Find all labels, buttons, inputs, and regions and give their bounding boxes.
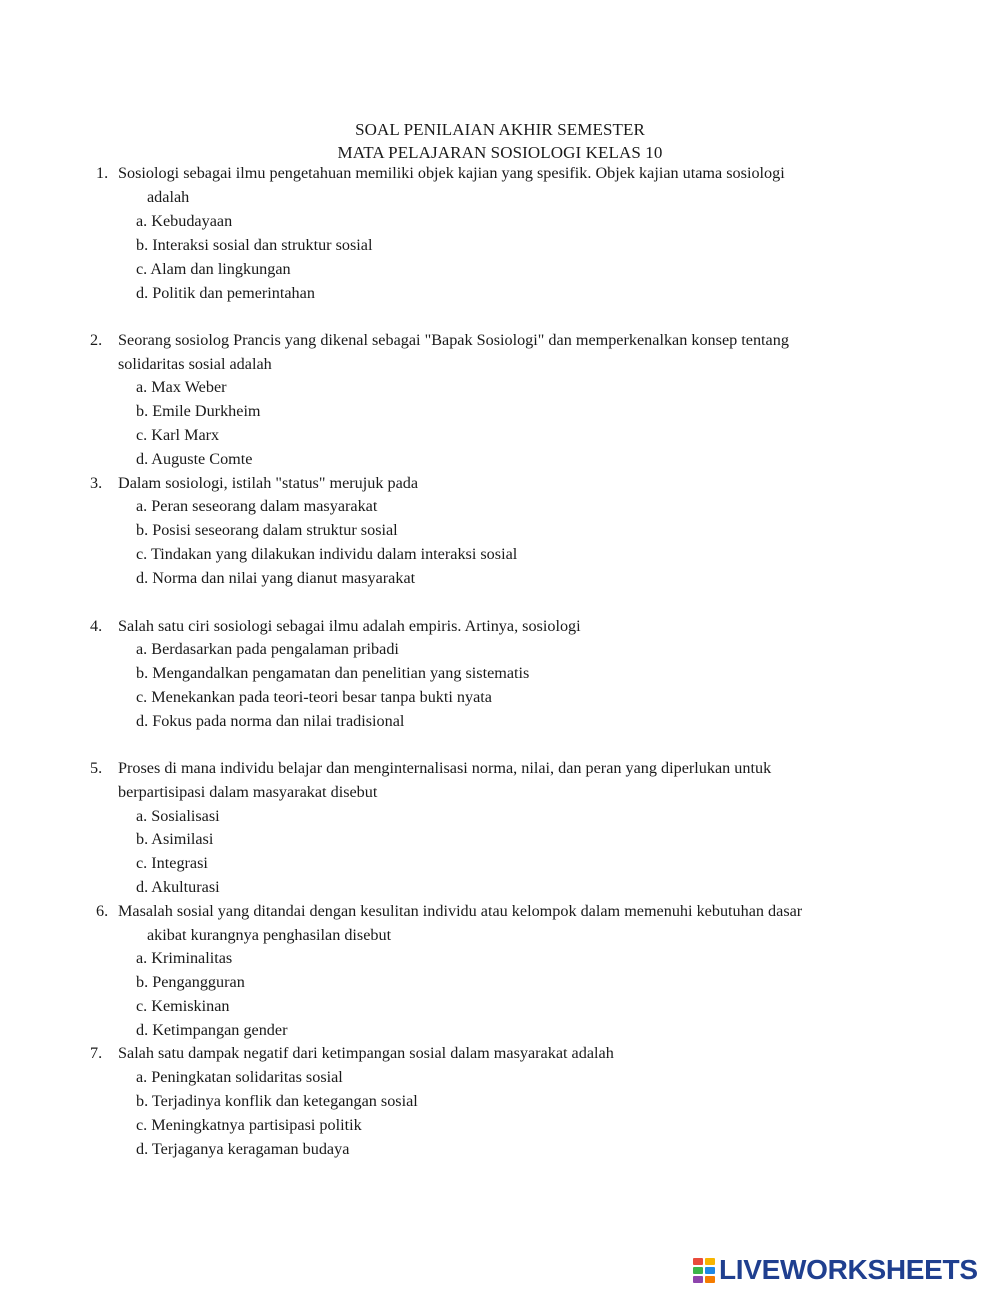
logo-mark-square bbox=[705, 1267, 715, 1274]
logo-mark-square bbox=[693, 1276, 703, 1283]
answer-option[interactable]: c. Meningkatnya partisipasi politik bbox=[136, 1116, 362, 1134]
page-subtitle: MATA PELAJARAN SOSIOLOGI KELAS 10 bbox=[337, 143, 663, 162]
answer-option[interactable]: b. Asimilasi bbox=[136, 830, 214, 848]
logo-mark-square bbox=[705, 1258, 715, 1265]
question-text: Proses di mana individu belajar dan menginternalisasi norma, nilai, dan peran yang diperlukan untuk bbox=[118, 759, 772, 777]
answer-option[interactable]: b. Pengangguran bbox=[136, 973, 245, 991]
question-number: 3. bbox=[90, 474, 103, 492]
question-number: 5. bbox=[90, 759, 103, 777]
answer-option[interactable]: c. Alam dan lingkungan bbox=[136, 260, 291, 278]
answer-option[interactable]: a. Berdasarkan pada pengalaman pribadi bbox=[136, 640, 399, 658]
question-text-continued: adalah bbox=[147, 188, 190, 206]
question-text: Sosiologi sebagai ilmu pengetahuan memiliki objek kajian yang spesifik. Objek kajian utama sosiologi bbox=[118, 164, 785, 182]
logo-mark-square bbox=[693, 1258, 703, 1265]
question-text: Salah satu dampak negatif dari ketimpangan sosial dalam masyarakat adalah bbox=[118, 1044, 614, 1062]
question-text-continued: berpartisipasi dalam masyarakat disebut bbox=[118, 783, 378, 801]
question-text: Dalam sosiologi, istilah "status" merujuk pada bbox=[118, 474, 419, 492]
answer-option[interactable]: c. Integrasi bbox=[136, 854, 208, 872]
answer-option[interactable]: d. Auguste Comte bbox=[136, 450, 253, 468]
answer-option[interactable]: a. Peran seseorang dalam masyarakat bbox=[136, 497, 378, 515]
question-number: 4. bbox=[90, 617, 103, 635]
liveworksheets-logo[interactable] bbox=[693, 1254, 978, 1286]
question-number: 1. bbox=[96, 164, 109, 182]
question-text: Seorang sosiolog Prancis yang dikenal sebagai "Bapak Sosiologi" dan memperkenalkan konsep tentang bbox=[118, 331, 789, 349]
answer-option[interactable]: b. Interaksi sosial dan struktur sosial bbox=[136, 236, 373, 254]
question-number: 2. bbox=[90, 331, 103, 349]
answer-option[interactable]: d. Ketimpangan gender bbox=[136, 1021, 288, 1039]
logo-mark-square bbox=[705, 1276, 715, 1283]
answer-option[interactable]: a. Kebudayaan bbox=[136, 212, 233, 230]
answer-option[interactable]: b. Emile Durkheim bbox=[136, 402, 261, 420]
answer-option[interactable]: c. Tindakan yang dilakukan individu dalam interaksi sosial bbox=[136, 545, 518, 563]
answer-option[interactable]: a. Max Weber bbox=[136, 378, 227, 396]
page-title: SOAL PENILAIAN AKHIR SEMESTER bbox=[355, 120, 645, 139]
answer-option[interactable]: d. Fokus pada norma dan nilai tradisional bbox=[136, 712, 405, 730]
answer-option[interactable]: c. Kemiskinan bbox=[136, 997, 230, 1015]
answer-option[interactable]: a. Sosialisasi bbox=[136, 807, 220, 825]
answer-option[interactable]: d. Norma dan nilai yang dianut masyarakat bbox=[136, 569, 416, 587]
answer-option[interactable]: c. Karl Marx bbox=[136, 426, 220, 444]
question-number: 6. bbox=[96, 902, 109, 920]
question-number: 7. bbox=[90, 1044, 103, 1062]
question-text: Salah satu ciri sosiologi sebagai ilmu adalah empiris. Artinya, sosiologi bbox=[118, 617, 581, 635]
answer-option[interactable]: a. Kriminalitas bbox=[136, 949, 233, 967]
answer-option[interactable]: c. Menekankan pada teori-teori besar tanpa bukti nyata bbox=[136, 688, 492, 706]
answer-option[interactable]: b. Terjadinya konflik dan ketegangan sosial bbox=[136, 1092, 418, 1110]
liveworksheets-logo-icon bbox=[693, 1258, 715, 1283]
question-text-continued: solidaritas sosial adalah bbox=[118, 355, 272, 373]
answer-option[interactable]: d. Politik dan pemerintahan bbox=[136, 284, 315, 302]
question-text-continued: akibat kurangnya penghasilan disebut bbox=[147, 926, 392, 944]
question-text: Masalah sosial yang ditandai dengan kesulitan individu atau kelompok dalam memenuhi kebutuhan dasar bbox=[118, 902, 803, 920]
answer-option[interactable]: a. Peningkatan solidaritas sosial bbox=[136, 1068, 343, 1086]
logo-text: LIVEWORKSHEETS bbox=[719, 1254, 978, 1285]
answer-option[interactable]: d. Akulturasi bbox=[136, 878, 220, 896]
answer-option[interactable]: b. Mengandalkan pengamatan dan penelitian yang sistematis bbox=[136, 664, 530, 682]
logo-mark-square bbox=[693, 1267, 703, 1274]
answer-option[interactable]: b. Posisi seseorang dalam struktur sosial bbox=[136, 521, 398, 539]
answer-option[interactable]: d. Terjaganya keragaman budaya bbox=[136, 1140, 350, 1158]
